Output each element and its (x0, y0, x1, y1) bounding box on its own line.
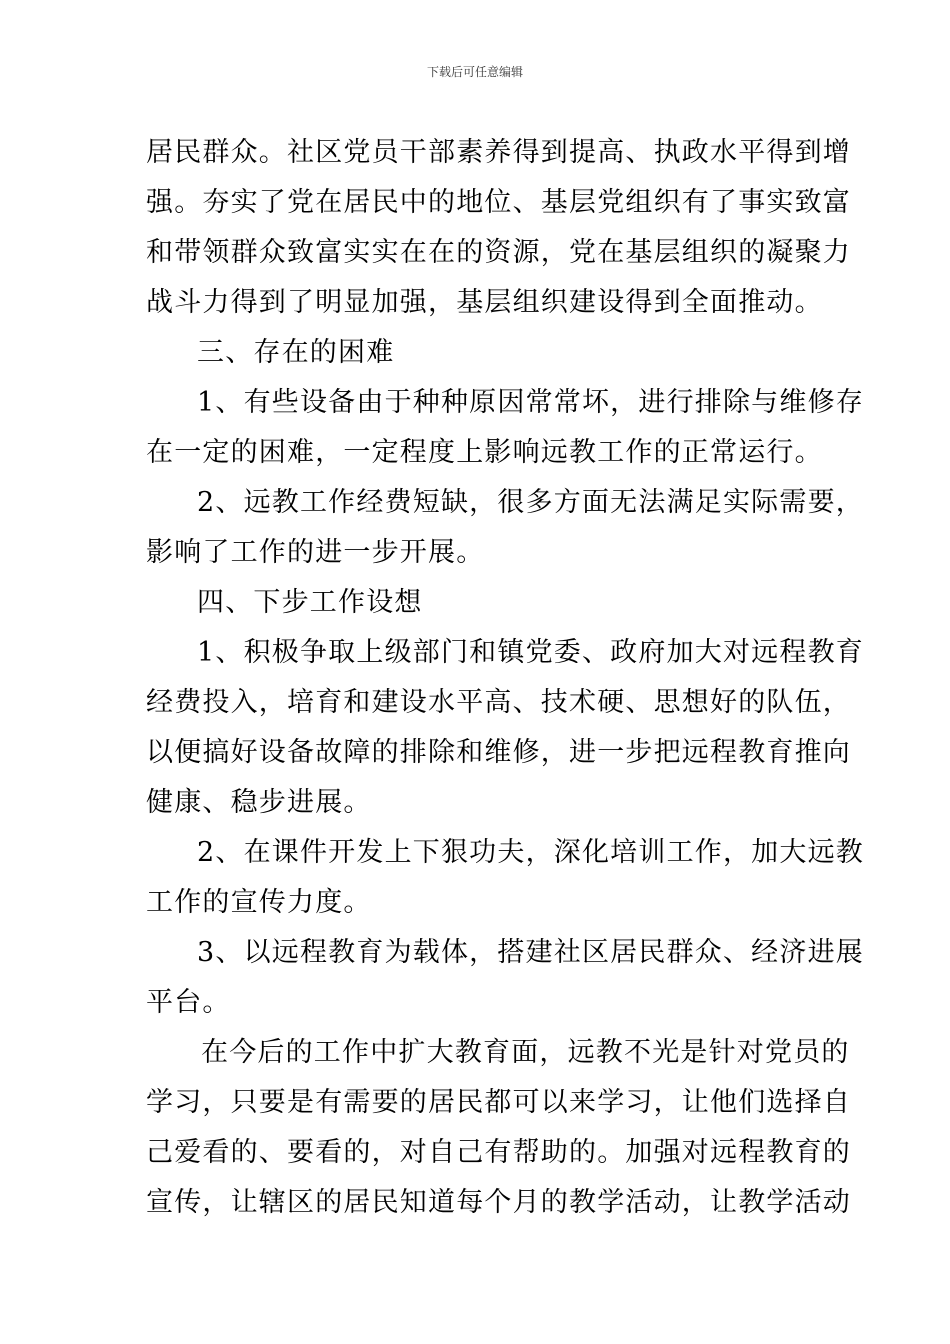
text-line: 和带领群众致富实实在在的资源，党在基层组织的凝聚力 (146, 237, 851, 268)
text-line: 3、以远程教育为载体，搭建社区居民群众、经济进展 (197, 937, 864, 968)
page-header: 下载后可任意编辑 (426, 65, 523, 79)
heading-line: 四、下步工作设想 (197, 587, 423, 618)
text-line: 1、积极争取上级部门和镇党委、政府加大对远程教育 (197, 637, 864, 668)
section-heading-difficulties (146, 328, 808, 378)
paragraph-future-work (146, 1028, 851, 1228)
text-line: 在今后的工作中扩大教育面，远教不光是针对党员的 (201, 1037, 850, 1068)
text-line: 工作的宣传力度。 (146, 887, 372, 918)
paragraph-difficulty-2 (146, 478, 864, 578)
text-line: 经费投入，培育和建设水平高、技术硬、思想好的队伍， (146, 687, 851, 718)
text-line: 2、远教工作经费短缺，很多方面无法满足实际需要， (197, 487, 864, 518)
text-line: 居民群众。社区党员干部素养得到提高、执政水平得到增 (146, 137, 851, 168)
paragraph-plan-1 (146, 628, 864, 828)
text-line: 己爱看的、要看的，对自己有帮助的。加强对远程教育的 (146, 1137, 851, 1168)
heading-line: 三、存在的困难 (197, 337, 395, 368)
text-line: 平台。 (146, 987, 231, 1018)
text-line: 健康、稳步进展。 (146, 787, 372, 818)
paragraph-plan-3 (146, 928, 864, 1028)
text-line: 强。夯实了党在居民中的地位、基层党组织有了事实致富 (146, 187, 851, 218)
text-line: 1、有些设备由于种种原因常常坏，进行排除与维修存 (197, 387, 864, 418)
text-line: 宣传，让辖区的居民知道每个月的教学活动，让教学活动 (146, 1187, 851, 1218)
paragraph-plan-2 (146, 828, 864, 928)
text-line: 在一定的困难，一定程度上影响远教工作的正常运行。 (146, 437, 823, 468)
paragraph-difficulty-1 (146, 378, 864, 478)
paragraph-achievements (146, 128, 851, 328)
text-line: 2、在课件开发上下狠功夫，深化培训工作，加大远教 (197, 837, 864, 868)
text-line: 影响了工作的进一步开展。 (146, 537, 485, 568)
text-line: 以便搞好设备故障的排除和维修，进一步把远程教育推向 (146, 737, 851, 768)
document-body (146, 128, 864, 1228)
text-line: 战斗力得到了明显加强，基层组织建设得到全面推动。 (146, 287, 823, 318)
section-heading-next-steps (146, 578, 808, 628)
text-line: 学习，只要是有需要的居民都可以来学习，让他们选择自 (146, 1087, 851, 1118)
